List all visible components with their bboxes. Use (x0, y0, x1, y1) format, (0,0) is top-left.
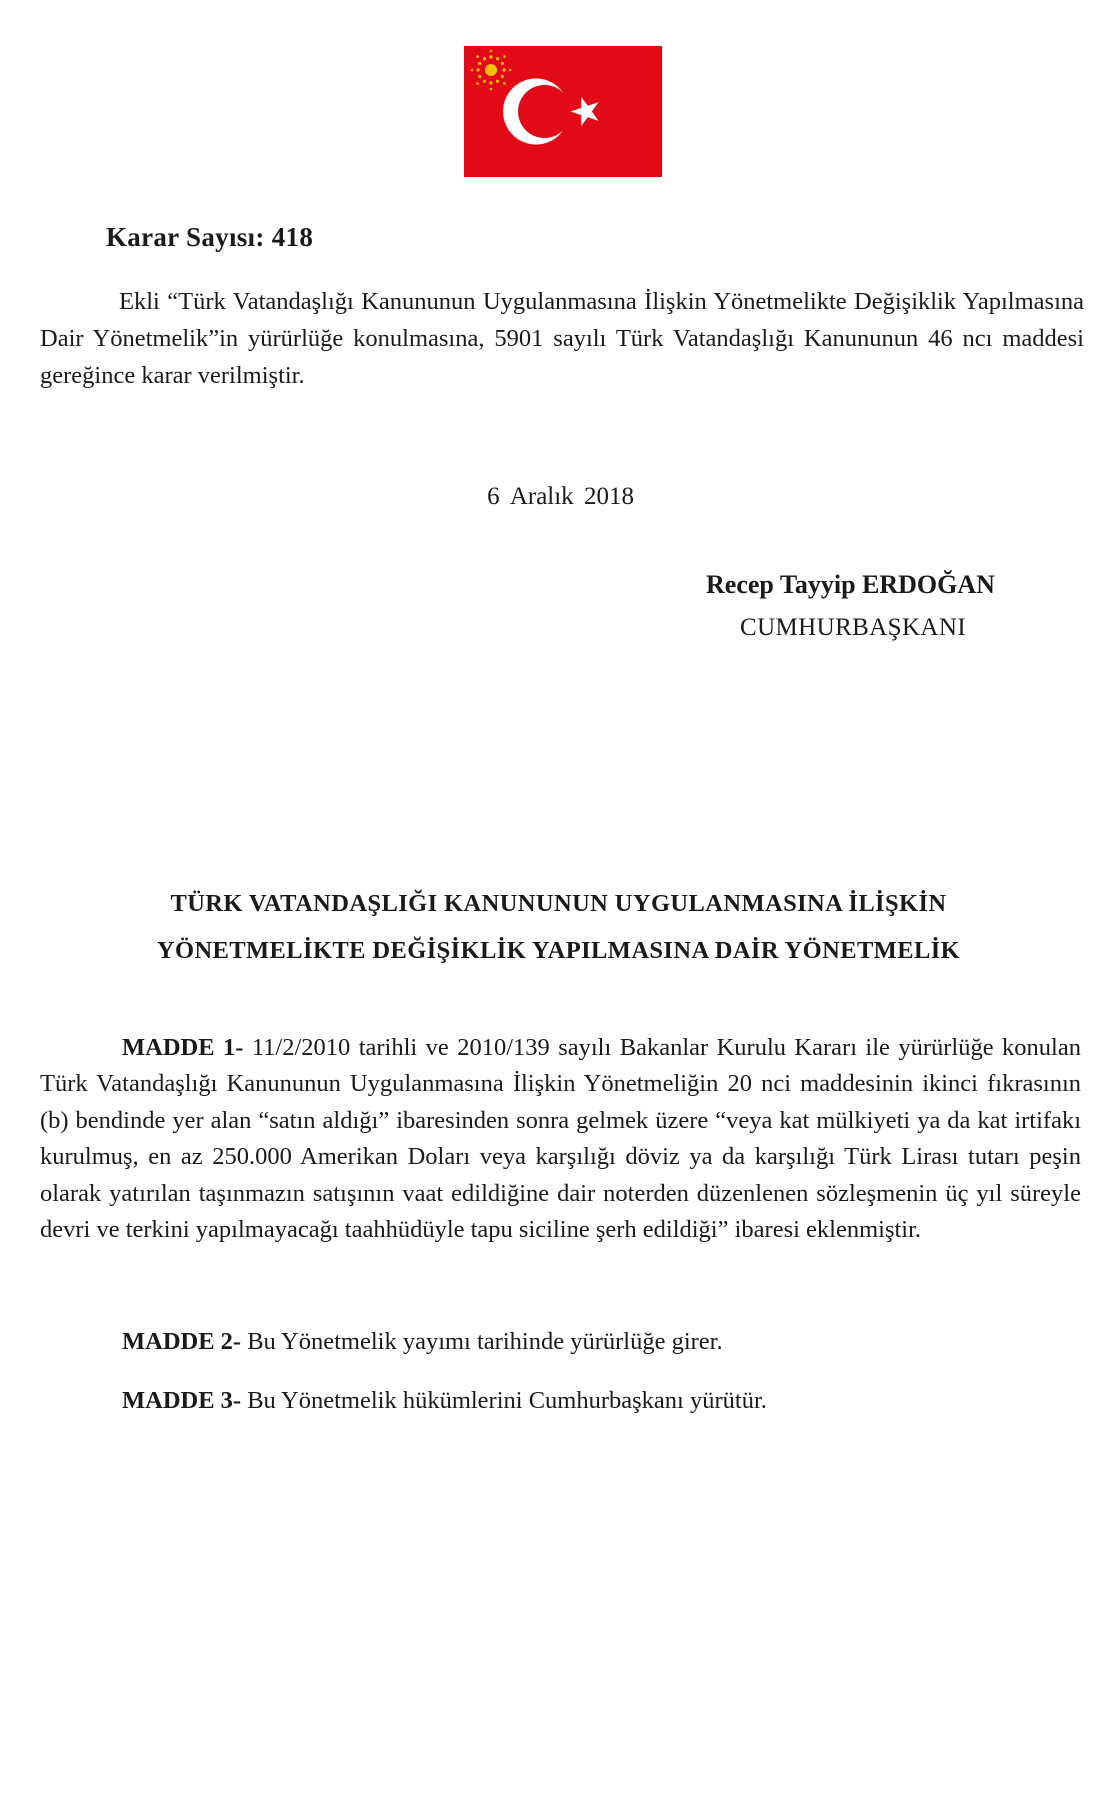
article-1-text: 11/2/2010 tarihli ve 2010/139 sayılı Bakanlar Kurulu Kararı ile yürürlüğe konulan Türk Vatandaşlığı Kanununun Uygulanmasına İlişkin Yönetmeliğin 20 nci maddesinin ikinci fıkrasının (b) bendinde yer alan “satın aldığı” ibaresinden sonra gelmek üzere “veya kat mülkiyeti ya da kat irtifakı kurulmuş, en az 250.000 Amerikan Doları veya karşılığı döviz ya da karşılığı Türk Lirası tutarı peşin olarak yatırılan taşınmazın satışının vaat edildiğine dair noterden düzenlenen sözleşmenin üç yıl süreyle devri ve terkini yapılmayacağı taahhüdüyle tapu siciline şerh edildiği” ibaresi eklenmiştir. (40, 1034, 1081, 1244)
decision-text: Ekli “Türk Vatandaşlığı Kanununun Uygulanmasına İlişkin Yönetmelikte Değişiklik Yapılmasına Dair Yönetmelik”in yürürlüğe konulmasına, 5901 sayılı Türk Vatandaşlığı Kanununun 46 ncı maddesi gereğince karar verilmiştir. (40, 288, 1084, 389)
article-3 (40, 1383, 1081, 1419)
signer-name: Recep Tayyip ERDOĞAN (706, 570, 995, 599)
decision-number-line (106, 222, 313, 253)
signer-title: CUMHURBAŞKANI (740, 614, 967, 641)
date-year: 2018 (583, 483, 634, 510)
regulation-title (0, 880, 1117, 974)
regulation-title-line-2: YÖNETMELİKTE DEĞİŞİKLİK YAPILMASINA DAİR YÖNETMELİK (156, 937, 961, 964)
decision-number-label: Karar Sayısı: (106, 222, 265, 252)
article-3-text: Bu Yönetmelik hükümlerini Cumhurbaşkanı yürütür. (247, 1387, 767, 1414)
article-2-text: Bu Yönetmelik yayımı tarihinde yürürlüğe girer. (247, 1328, 723, 1355)
presidential-seal (464, 46, 662, 177)
article-3-label: MADDE 3- (122, 1387, 242, 1414)
regulation-title-line-1: TÜRK VATANDAŞLIĞI KANUNUNUN UYGULANMASINA İLİŞKİN (170, 890, 947, 917)
decision-date (0, 483, 1117, 511)
article-1-label: MADDE 1- (122, 1034, 244, 1061)
decision-number: 418 (271, 222, 314, 252)
date-day: 6 (487, 483, 500, 510)
article-2 (40, 1324, 1081, 1360)
crescent-star-emblem-icon (464, 46, 662, 177)
date-month: Aralık (509, 483, 574, 510)
article-2-label: MADDE 2- (122, 1328, 242, 1355)
article-1 (40, 1030, 1081, 1248)
